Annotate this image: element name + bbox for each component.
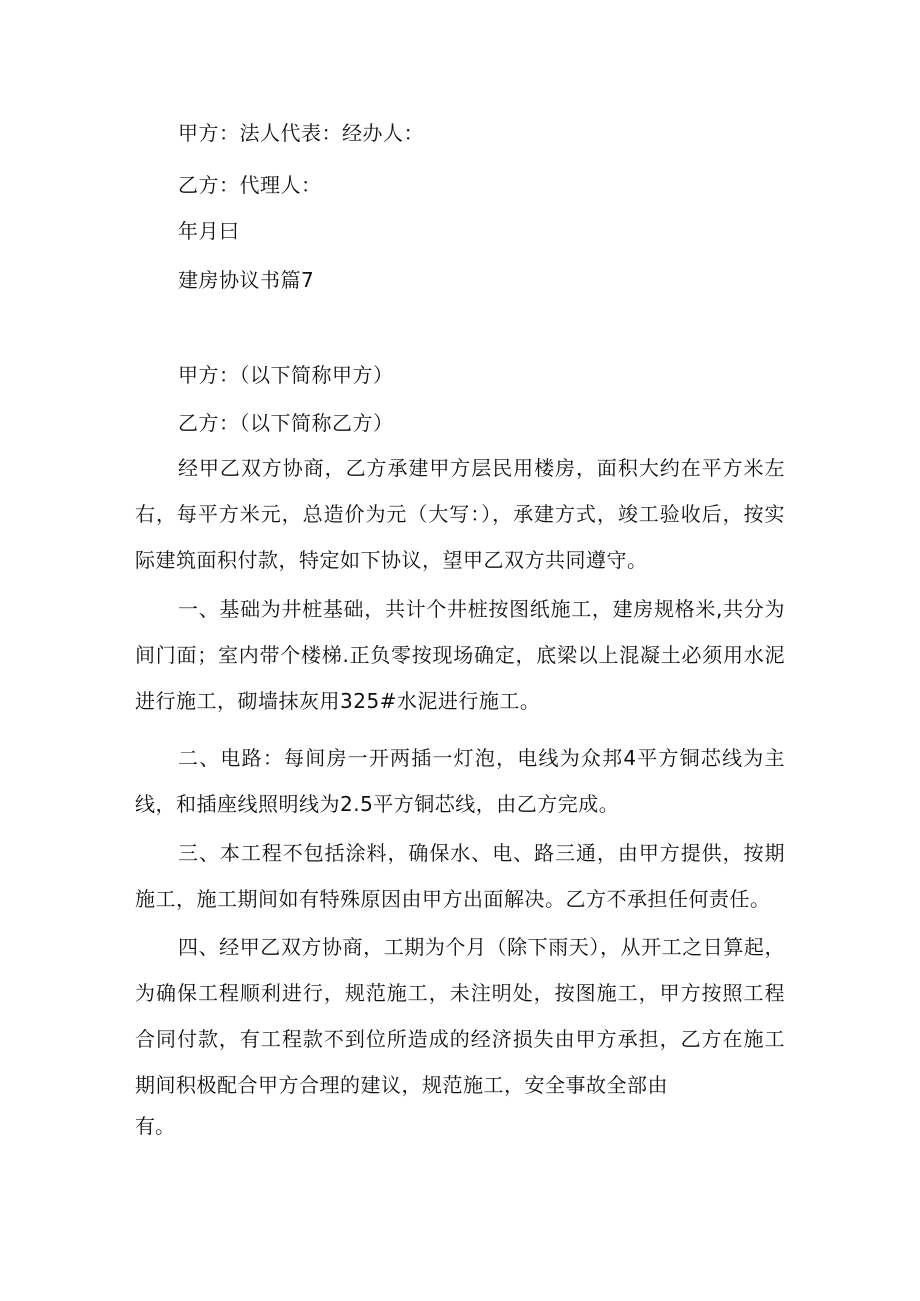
paragraph-clause-3: 三、本工程不包括涂料，确保水、电、路三通，由甲方提供，按期施工，施工期间如有特殊原因由甲方出面解决。乙方不承担任何责任。 — [135, 841, 785, 911]
party-a-line: 甲方：（以下简称甲方） — [178, 363, 394, 387]
paragraph-clause-2: 二、电路：每间房一开两插一灯泡，电线为众邦4平方铜芯线为主线，和插座线照明线为2.5平方铜芯线，由乙方完成。 — [135, 746, 785, 816]
party-b-line: 乙方：（以下简称乙方） — [178, 411, 394, 435]
header-line-agent: 乙方：代理人： — [178, 173, 322, 197]
paragraph-continuation: 有。 — [135, 1114, 175, 1138]
header-line-signatories: 甲方：法人代表：经办人： — [178, 121, 424, 145]
header-line-date: 年月曰 — [178, 219, 240, 243]
section-title: 建房协议书篇7 — [178, 268, 315, 292]
paragraph-clause-1: 一、基础为井桩基础，共计个井桩按图纸施工，建房规格米,共分为间门面；室内带个楼梯.正负零按现场确定，底梁以上混凝土必须用水泥进行施工，砌墙抹灰用325#水泥进行施工。 — [135, 597, 785, 713]
paragraph-clause-4: 四、经甲乙双方协商，工期为个月（除下雨天），从开工之日算起，为确保工程顺利进行，规范施工，未注明处，按图施工，甲方按照工程合同付款，有工程款不到位所造成的经济损失由甲方承担，乙方在施工期间积极配合甲方合理的建议，规范施工，安全事故全部由 — [135, 935, 785, 1097]
paragraph-intro: 经甲乙双方协商，乙方承建甲方层民用楼房，面积大约在平方米左右，每平方米元，总造价为元（大写：），承建方式，竣工验收后，按实际建筑面积付款，特定如下协议，望甲乙双方共同遵守。 — [135, 456, 785, 572]
